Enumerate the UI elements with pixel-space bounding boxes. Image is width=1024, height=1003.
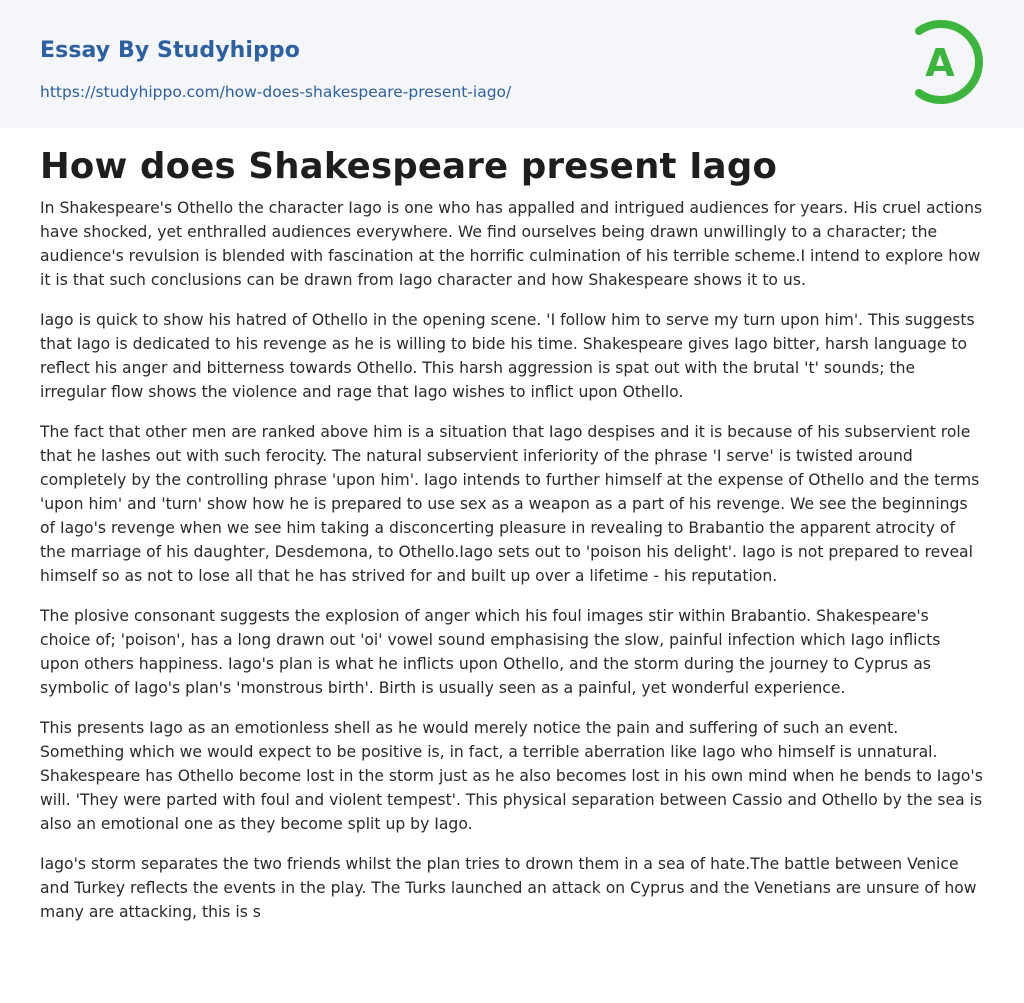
- logo-letter: A: [925, 41, 955, 85]
- logo-icon: [911, 18, 987, 106]
- site-header: [0, 0, 1024, 128]
- essay-paragraph: The fact that other men are ranked above him is a situation that Iago despises and it is because of his subservient role that he lashes out with such ferocity. The natural subservient inferiority of the phrase 'I serve' is twisted around completely by the controlling phrase 'upon him'. Iago intends to further himself at the expense of Othello and the terms 'upon him' and 'turn' show how he is prepared to use sex as a weapon as a part of his revenge. We see the beginnings of Iago's revenge when we see him taking a disconcerting pleasure in revealing to Brabantio the apparent atrocity of the marriage of his daughter, Desdemona, to Othello.Iago sets out to 'poison his delight'. Iago is not prepared to reveal himself so as not to lose all that he has strived for and built up over a lifetime - his reputation.: [40, 423, 980, 585]
- site-name-link[interactable]: Essay By Studyhippo: [40, 38, 300, 63]
- essay-paragraph: This presents Iago as an emotionless shell as he would merely notice the pain and suffering of such an event. Something which we would expect to be positive is, in fact, a terrible aberration like Iago who himself is unnatural. Shakespeare has Othello become lost in the storm just as he also becomes lost in his own mind when he bends to Iago's will. 'They were parted with foul and violent tempest'. This physical separation between Cassio and Othello by the sea is also an emotional one as they become split up by Iago.: [40, 719, 983, 833]
- essay-body: [40, 196, 984, 924]
- essay-url-link[interactable]: https://studyhippo.com/how-does-shakespeare-present-iago/: [40, 83, 512, 101]
- essay-paragraph: Iago is quick to show his hatred of Othello in the opening scene. 'I follow him to serve my turn upon him'. This suggests that Iago is dedicated to his revenge as he is willing to bide his time. Shakespeare gives Iago bitter, harsh language to reflect his anger and bitterness towards Othello. This harsh aggression is spat out with the brutal 't' sounds; the irregular flow shows the violence and rage that Iago wishes to inflict upon Othello.: [40, 311, 975, 401]
- essay-paragraph: In Shakespeare's Othello the character Iago is one who has appalled and intrigued audiences for years. His cruel actions have shocked, yet enthralled audiences everywhere. We find ourselves being drawn unwillingly to a character; the audience's revulsion is blended with fascination at the horrific culmination of his terrible scheme.I intend to explore how it is that such conclusions can be drawn from Iago character and how Shakespeare shows it to us.: [40, 199, 983, 289]
- article: [0, 144, 1024, 924]
- page-title: How does Shakespeare present Iago: [40, 146, 778, 187]
- essay-paragraph: The plosive consonant suggests the explosion of anger which his foul images stir within Brabantio. Shakespeare's choice of; 'poison', has a long drawn out 'oi' vowel sound emphasising the slow, painful infection which Iago inflicts upon others happiness. Iago's plan is what he inflicts upon Othello, and the storm during the journey to Cyprus as symbolic of Iago's plan's 'monstrous birth'. Birth is usually seen as a painful, yet wonderful experience.: [40, 607, 941, 697]
- essay-paragraph: Iago's storm separates the two friends whilst the plan tries to drown them in a sea of hate.The battle between Venice and Turkey reflects the events in the play. The Turks launched an attack on Cyprus and the Venetians are unsure of how many are attacking, this is s: [40, 855, 977, 921]
- studyhippo-logo[interactable]: [911, 18, 987, 106]
